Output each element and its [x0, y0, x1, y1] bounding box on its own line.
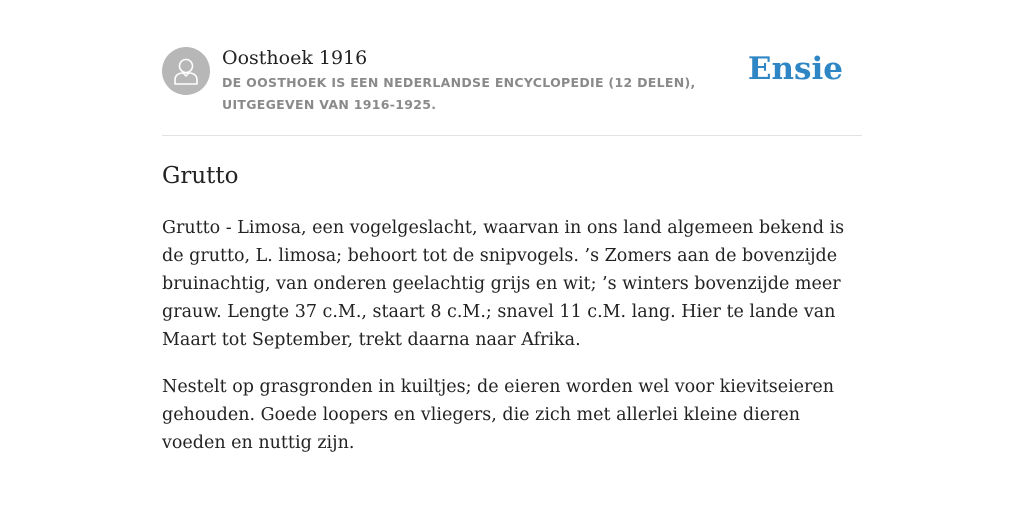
source-description: DE OOSTHOEK IS EEN NEDERLANDSE ENCYCLOPEDIE (12 DELEN), UITGEGEVEN VAN 1916-1925.	[222, 75, 696, 112]
avatar[interactable]	[162, 47, 210, 95]
entry-paragraph-1: Grutto - Limosa, een vogelgeslacht, waarvan in ons land algemeen bekend is de grutto, L. limosa; behoort tot de snipvogels. ’s Zomers aan de bovenzijde bruinachtig, van onderen geelachtig grijs en wit; ’s winters bovenzijde meer grauw. Lengte 37 c.M., staart 8 c.M.; snavel 11 c.M. lang. Hier te lande van Maart tot September, trekt daarna naar Afrika.	[162, 218, 845, 350]
entry-title: Grutto	[162, 163, 239, 189]
source-header	[162, 46, 862, 136]
source-name[interactable]: Oosthoek 1916	[222, 47, 368, 69]
user-icon	[172, 56, 200, 86]
brand-logo[interactable]: Ensie	[747, 51, 843, 87]
entry-paragraph-2: Nestelt op grasgronden in kuiltjes; de eieren worden wel voor kievitseieren gehouden. Goede loopers en vliegers, die zich met allerlei kleine dieren voeden en nuttig zijn.	[162, 377, 835, 453]
entry-container	[162, 46, 862, 457]
